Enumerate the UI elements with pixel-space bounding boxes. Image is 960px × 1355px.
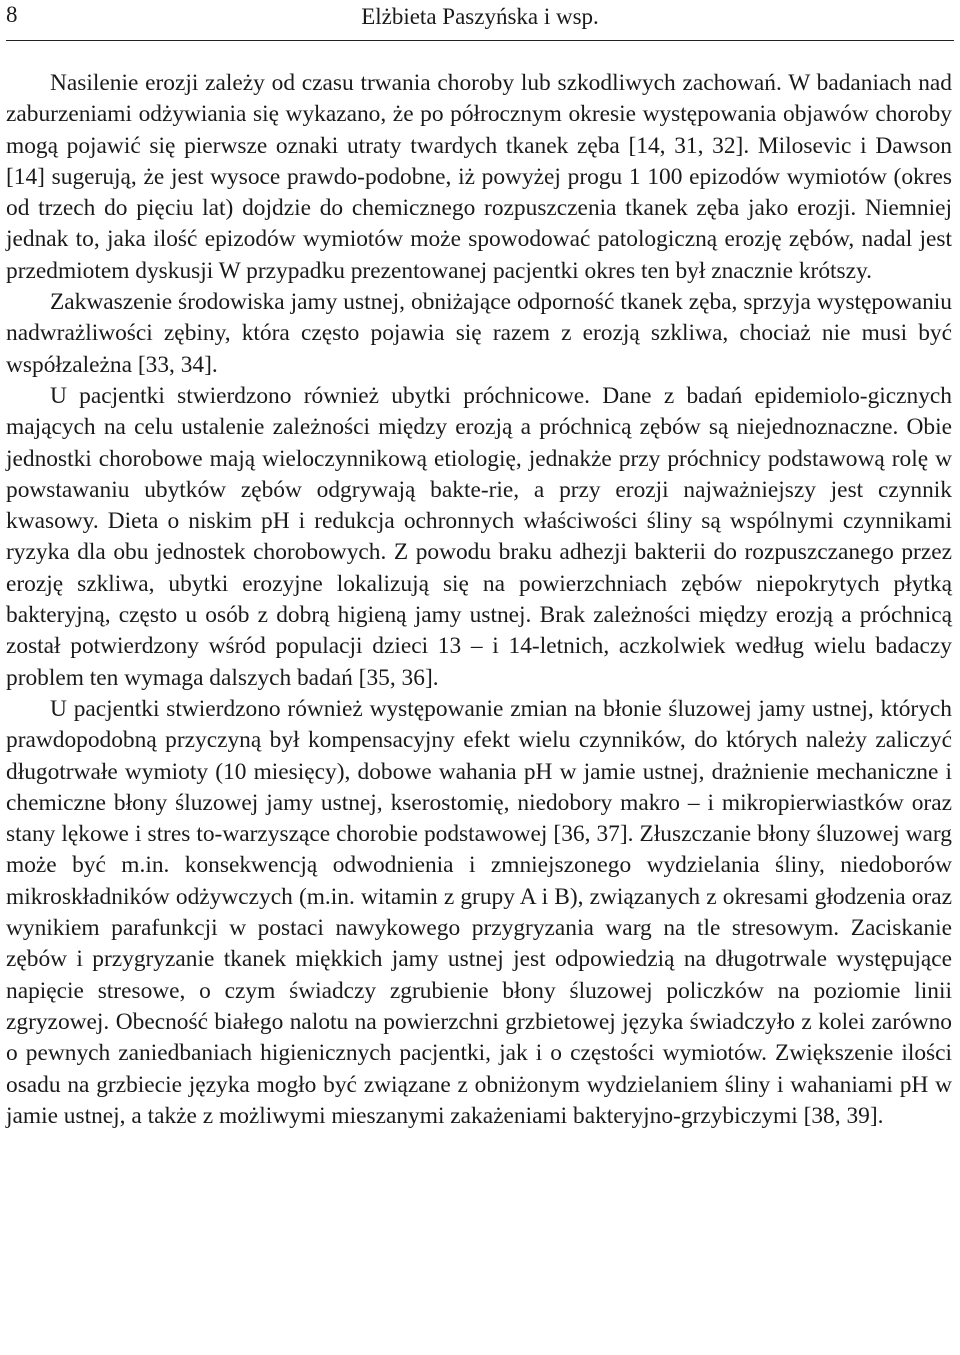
paragraph-erosion-duration: Nasilenie erozji zależy od czasu trwania choroby lub szkodliwych zachowań. W badaniach nad zaburzeniami odżywiania się wykazano, że po półrocznym okresie występowania objawów choroby mogą pojawić się pierwsze oznaki utraty twardych tkanek zęba [14, 31, 32]. Milosevic i Dawson [14] sugerują, że jest wysoce prawdo-podobne, iż powyżej progu 1 100 epizodów wymiotów (okres od trzech do pięciu lat) dojdzie do chemicznego rozpuszczenia tkanek zęba jako erozji. Niemniej jednak to, jaka ilość epizodów wymiotów może spowodować patologiczną erozję zębów, nadal jest przedmiotem dyskusji W przypadku prezentowanej pacjentki okres ten był znacznie krótszy. <box>6 70 952 284</box>
page-header <box>6 0 954 41</box>
article-body <box>6 68 952 1132</box>
paragraph-mucosa-changes: U pacjentki stwierdzono również występowanie zmian na błonie śluzowej jamy ustnej, których prawdopodobną przyczyną był kompensacyjny efekt wielu czynników, do których należy zaliczyć długotrwałe wymioty (10 miesięcy), dobowe wahania pH w jamie ustnej, drażnienie mechaniczne i chemiczne błony śluzowej jamy ustnej, kserostomię, niedobory makro – i mikropierwiastków oraz stany lękowe i stres to-warzyszące chorobie podstawowej [36, 37]. Złuszczanie błony śluzowej warg może być m.in. konsekwencją odwodnienia i zmniejszonego wydzielania śliny, niedoborów mikroskładników odżywczych (m.in. witamin z grupy A i B), związanych z okresami głodzenia oraz wynikiem parafunkcji w postaci nawykowego przygryzania warg na tle stresowym. Zaciskanie zębów i przygryzanie tkanek miękkich jamy ustnej jest odpowiedzią na długotrwale występujące napięcie stresowe, o czym świadczy zgrubienie błony śluzowej policzków na poziomie linii zgryzowej. Obecność białego nalotu na powierzchni grzbietowej języka świadczyło z kolei zarówno o pewnych zaniedbaniach higienicznych pacjentki, jak i o częstości wymiotów. Zwiększenie ilości osadu na grzbiecie języka mogło być związane z obniżonym wydzielaniem śliny i wahaniami pH w jamie ustnej, a także z możliwymi mieszanymi zakażeniami bakteryjno-grzybiczymi [38, 39]. <box>6 695 952 1129</box>
paragraph-acidification: Zakwaszenie środowiska jamy ustnej, obniżające odporność tkanek zęba, sprzyja występowaniu nadwrażliwości zębiny, która często pojawia się razem z erozją szkliwa, chociaż nie musi być współzależna [33, 34]. <box>6 289 952 378</box>
paragraph-caries: U pacjentki stwierdzono również ubytki próchnicowe. Dane z badań epidemiolo-gicznych mających na celu ustalenie zależności między erozją a próchnicą zębów są niejednoznaczne. Obie jednostki chorobowe mają wieloczynnikową etiologię, jednakże przy próchnicy podstawową rolę w powstawaniu ubytków zębów odgrywają bakte-rie, a przy erozji najważniejszy jest czynnik kwasowy. Dieta o niskim pH i redukcja ochronnych właściwości śliny są wspólnymi czynnikami ryzyka dla obu jednostek chorobowych. Z powodu braku adhezji bakterii do rozpuszczanego przez erozję szkliwa, ubytki erozyjne lokalizują się na powierzchniach zębów niepokrytych płytką bakteryjną, często u osób z dobrą higieną jamy ustnej. Brak zależności między erozją a próchnicą został potwierdzony wśród populacji dzieci 13 – i 14-letnich, aczkolwiek według wielu badaczy problem ten wymaga dalszych badań [35, 36]. <box>6 382 952 691</box>
running-head: Elżbieta Paszyńska i wsp. <box>361 4 599 29</box>
page-number: 8 <box>6 2 18 27</box>
